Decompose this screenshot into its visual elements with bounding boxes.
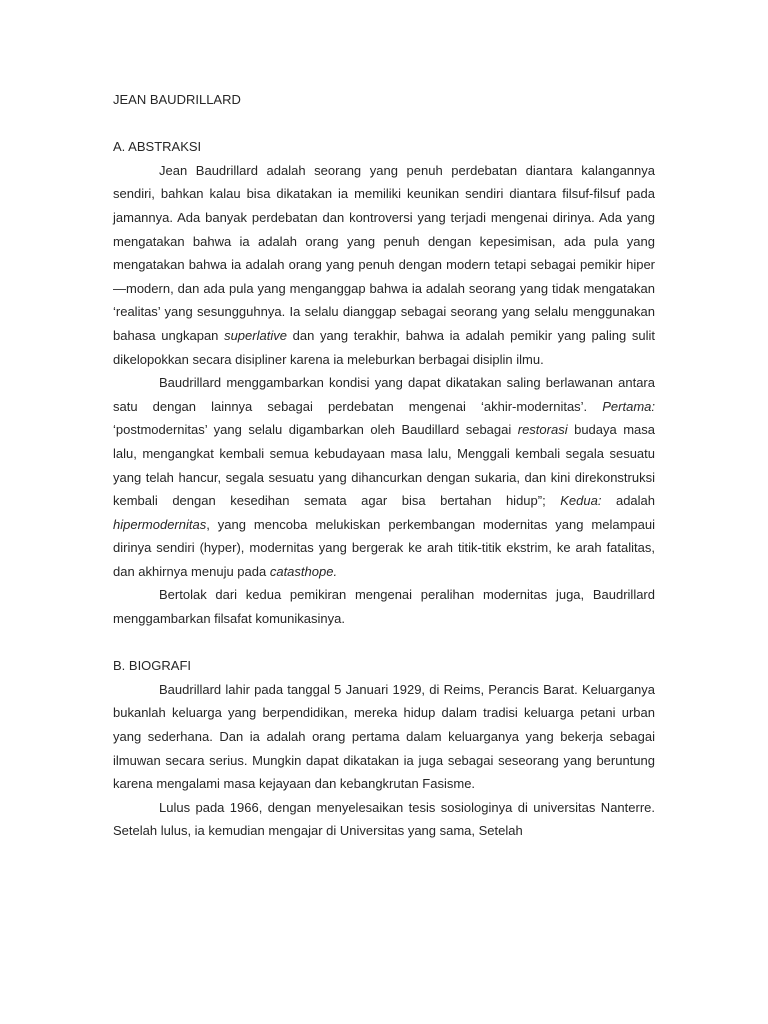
italic-term: restorasi [517, 422, 568, 438]
paragraph-text: adalah [601, 493, 656, 509]
paragraph-text: Jean Baudrillard adalah seorang yang penuh perdebatan diantara kalangannya sendiri, bahkan kalau bisa dikatakan ia memiliki keunikan sendiri diantara filsuf-filsuf pada jamannya. Ada banyak perdebatan dan kontroversi yang terjadi mengenai dirinya. Ada yang mengatakan bahwa ia adalah orang yang penuh dengan kepesimisan, ada pula yang mengatakan bahwa ia adalah orang yang penuh dengan modern tetapi sebagai pemikir hiper—modern, dan ada pula yang menganggap bahwa ia adalah seorang yang tidak mengatakan ‘realitas’ yang sesungguhnya. Ia selalu dianggap sebagai seorang yang selalu menggunakan bahasa ungkapan [113, 162, 655, 343]
paragraph-text: Baudrillard menggambarkan kondisi yang dapat dikatakan saling berlawanan antara satu dengan lainnya sebagai perdebatan mengenai ‘akhir-modernitas’. [113, 375, 655, 414]
paragraph-text: Bertolak dari kedua pemikiran mengenai peralihan modernitas juga, Baudrillard menggambarkan filsafat komunikasinya. [113, 587, 655, 627]
paragraph-text: , yang mencoba melukiskan perkembangan modernitas yang melampaui dirinya sendiri (hyper), modernitas yang bergerak ke arah titik-titik ekstrim, ke arah fatalitas, dan akhirnya menuju pada [113, 516, 655, 579]
italic-term: Kedua: [560, 493, 602, 509]
italic-term: Pertama: [602, 398, 655, 414]
paragraph [113, 796, 655, 843]
document-title: JEAN BAUDRILLARD [113, 92, 241, 107]
section-heading-abstraksi: A. ABSTRAKSI [113, 139, 202, 155]
paragraph [113, 371, 655, 583]
section-heading-biografi: B. BIOGRAFI [113, 658, 192, 674]
paragraph [113, 678, 655, 796]
paragraph [113, 583, 655, 630]
paragraph-text: Baudrillard lahir pada tanggal 5 Januari 1929, di Reims, Perancis Barat. Keluarganya bukanlah keluarga yang berpendidikan, mereka hidup dalam tradisi keluarga petani urban yang sederhana. Dan ia adalah orang pertama dalam keluarganya yang bekerja sebagai ilmuwan secara serius. Mungkin dapat dikatakan ia juga sebagai seseorang yang beruntung karena mengalami masa kejayaan dan kebangkrutan Fasisme. [113, 681, 655, 792]
document-body [113, 88, 655, 843]
paragraph-text: ‘postmodernitas’ yang selalu digambarkan oleh Baudillard sebagai [113, 422, 518, 438]
italic-term: hipermodernitas [113, 516, 207, 532]
blank-line [113, 631, 655, 655]
paragraph [113, 159, 655, 371]
italic-term: superlative [224, 327, 287, 343]
paragraph-text: budaya masa lalu, mengangkat kembali semua kebudayaan masa lalu, Menggali kembali segala sesuatu yang telah hancur, segala sesuatu yang dihancurkan dengan sukaria, dan kini direkonstruksi kembali dengan kesedihan semata agar bisa bertahan hidup”; [113, 422, 655, 509]
italic-term: catasthope. [269, 563, 338, 579]
blank-line [113, 112, 655, 136]
paragraph-text: dan yang terakhir, bahwa ia adalah pemikir yang paling sulit dikelopokkan secara disipliner karena ia meleburkan berbagai disiplin ilmu. [113, 327, 655, 367]
paragraph-text: Lulus pada 1966, dengan menyelesaikan tesis sosiologinya di universitas Nanterre. Setelah lulus, ia kemudian mengajar di Universitas yang sama, Setelah [113, 799, 655, 839]
